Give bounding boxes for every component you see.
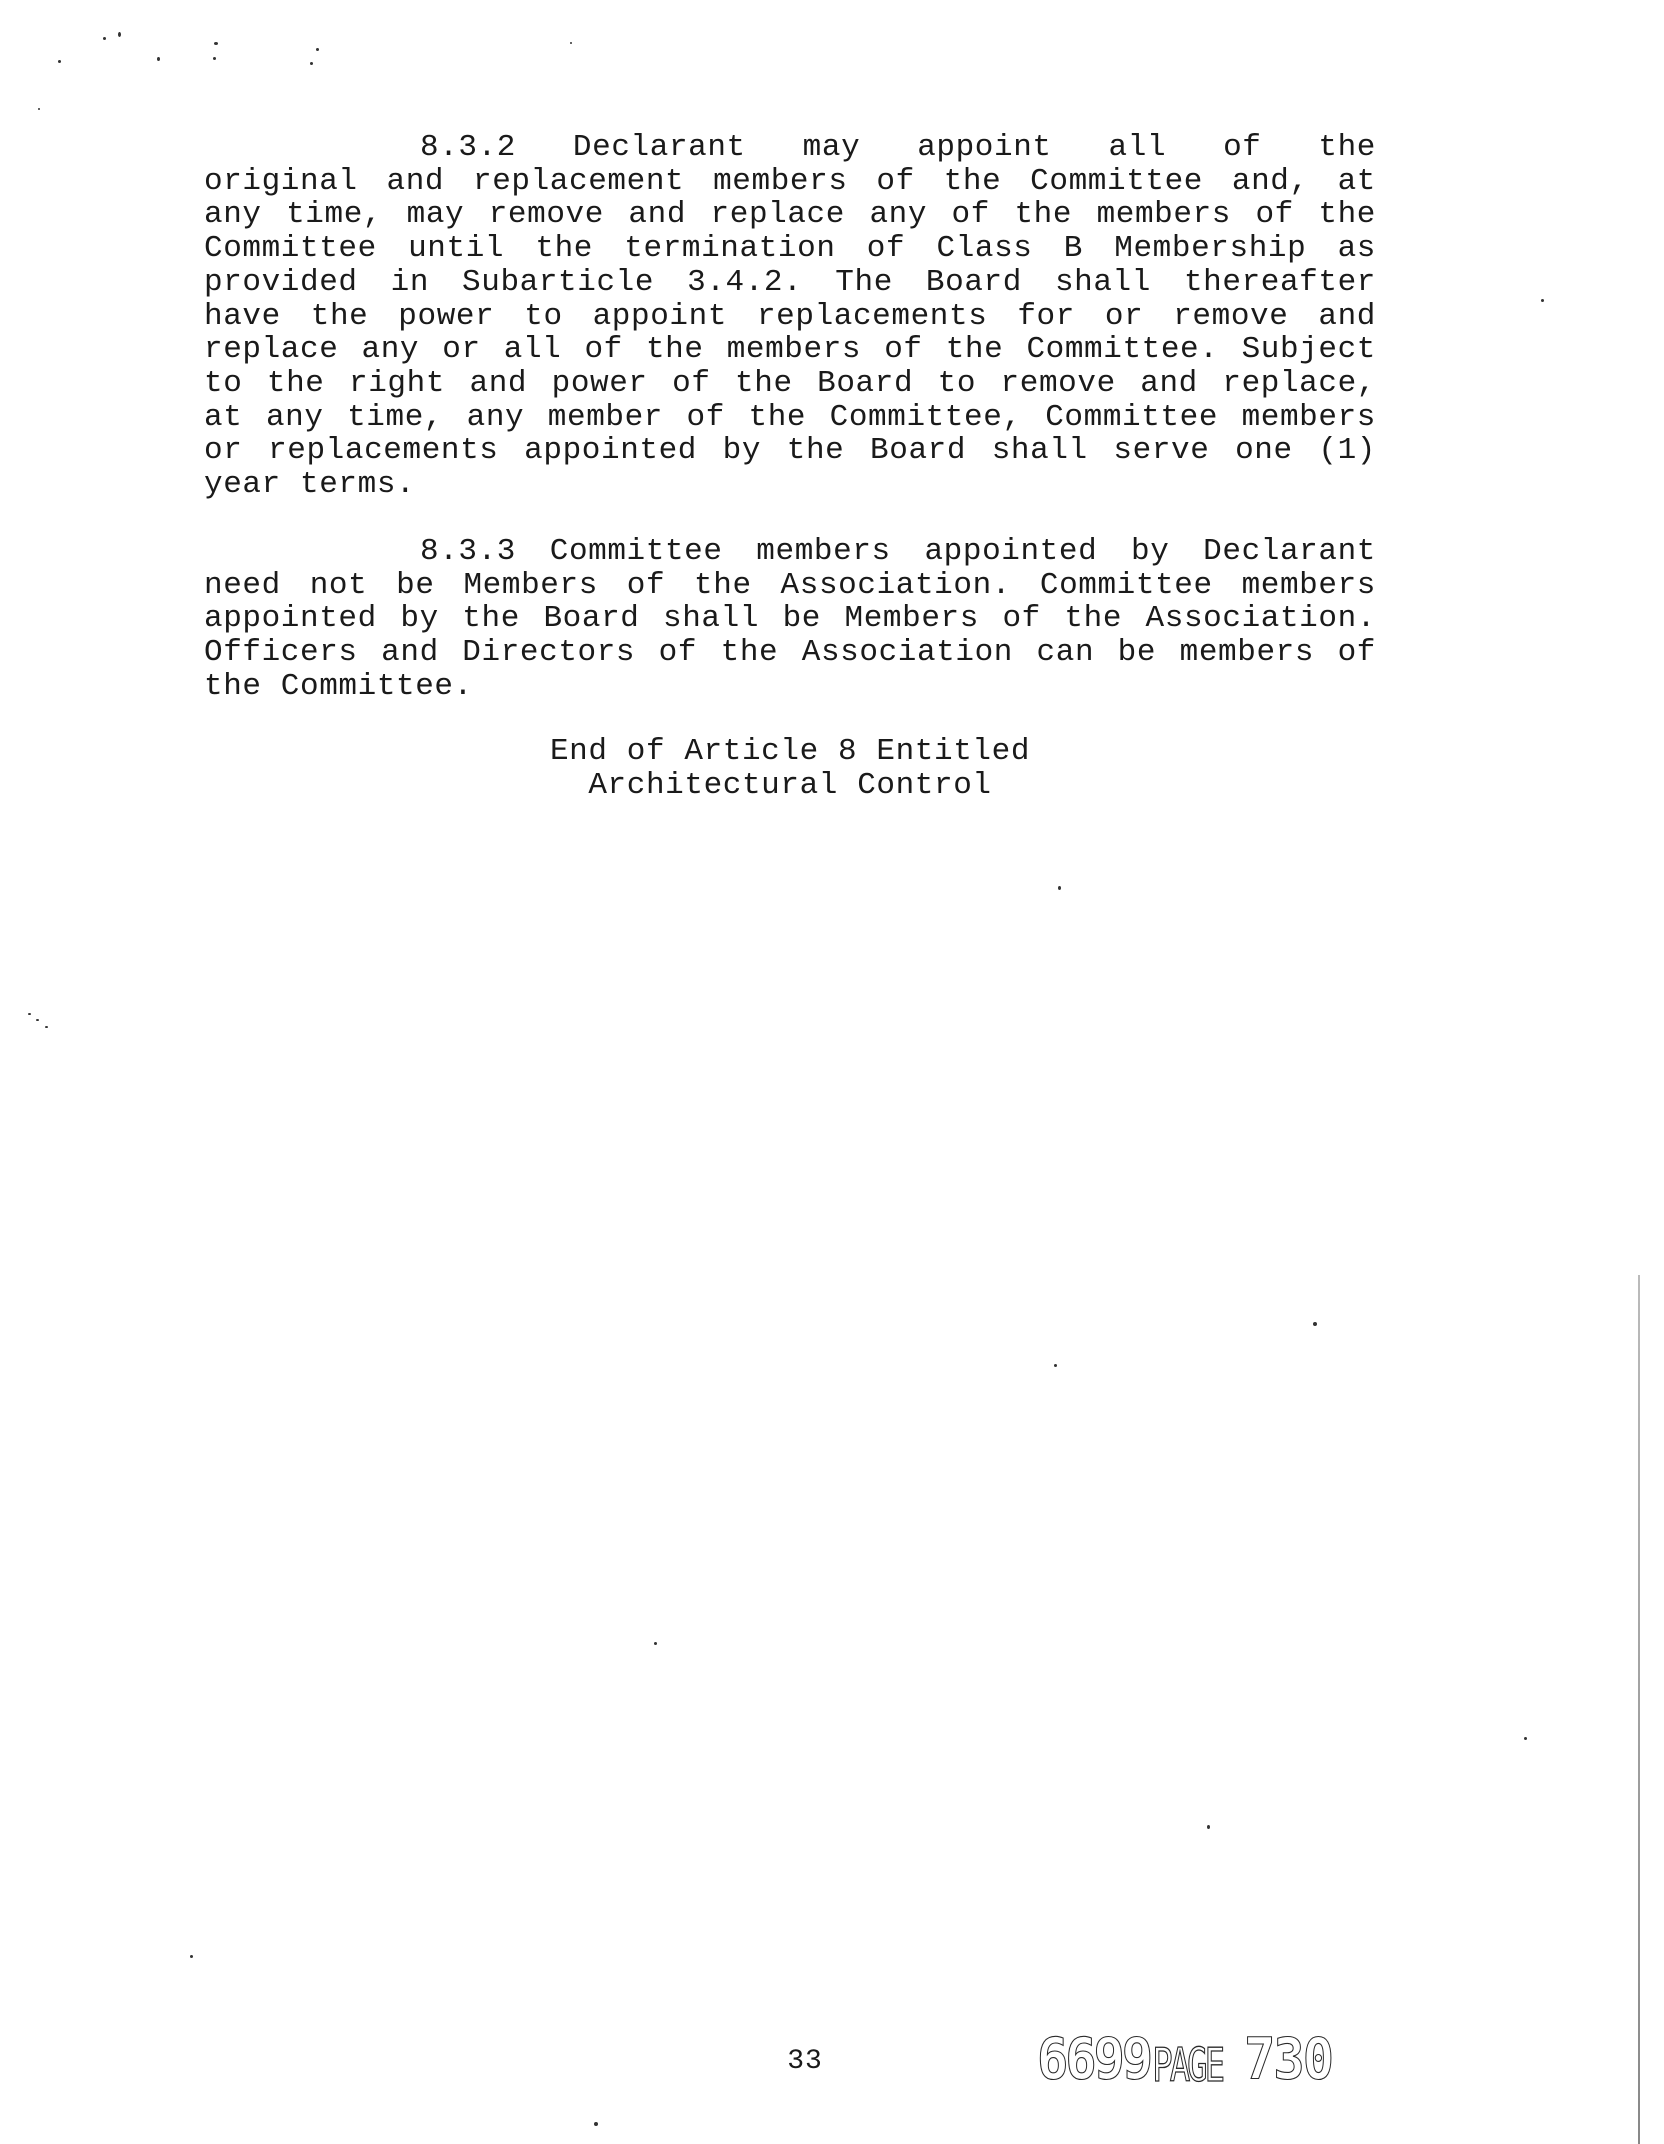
scan-speck	[1058, 886, 1061, 890]
scan-speck	[654, 1642, 657, 1645]
text-line: appointed by the Board shall be Members of the Association.	[204, 601, 1376, 637]
scan-speck	[58, 60, 61, 63]
scan-speck	[38, 108, 40, 110]
recording-stamp	[1037, 2027, 1347, 2093]
text-line: original and replacement members of the Committee and, at	[204, 163, 1376, 199]
text-line: replace any or all of the members of the Committee. Subject	[204, 332, 1376, 368]
text-line: any time, may remove and replace any of the members of the	[204, 197, 1376, 233]
text-line: 8.3.2 Declarant may appoint all of the	[420, 130, 1376, 165]
section-8-3-2-paragraph	[204, 131, 1376, 502]
scan-speck	[45, 1026, 48, 1028]
article-closing	[204, 735, 1376, 802]
scan-speck	[1207, 1825, 1210, 1829]
scan-speck	[1054, 1364, 1057, 1367]
scan-speck	[190, 1955, 193, 1958]
scan-speck	[213, 57, 216, 60]
text-line: Committee until the termination of Class B Membership as	[204, 231, 1376, 267]
text-line: provided in Subarticle 3.4.2. The Board shall thereafter	[204, 264, 1376, 300]
text-line: to the right and power of the Board to remove and replace,	[204, 365, 1376, 401]
scan-edge-line	[1638, 1275, 1640, 2144]
text-line: 8.3.3 Committee members appointed by Declarant	[420, 534, 1376, 569]
scan-speck	[316, 48, 319, 51]
scan-speck	[118, 32, 121, 37]
scan-speck	[570, 42, 572, 44]
text-line: Officers and Directors of the Association can be members of	[204, 635, 1376, 671]
text-line: have the power to appoint replacements for or remove and	[204, 298, 1376, 334]
scan-speck	[1541, 299, 1544, 302]
scan-speck	[1313, 1322, 1317, 1326]
text-line: at any time, any member of the Committee, Committee members	[204, 399, 1376, 435]
section-8-3-3-paragraph	[204, 535, 1376, 704]
scan-speck	[28, 1013, 31, 1015]
closing-line-2: Architectural Control	[588, 767, 992, 803]
text-line: year terms.	[204, 467, 416, 503]
scan-speck	[214, 42, 218, 45]
closing-line-1: End of Article 8 Entitled	[549, 734, 1031, 769]
scan-speck	[36, 1019, 39, 1021]
scan-speck	[1524, 1737, 1527, 1740]
text-line: the Committee.	[204, 668, 473, 704]
text-line: need not be Members of the Association. Committee members	[204, 567, 1376, 603]
scan-speck	[103, 37, 106, 40]
scan-speck	[157, 57, 160, 61]
scan-speck	[310, 62, 313, 65]
stamp-page-word: PAGE	[1152, 2039, 1223, 2093]
page-number: 33	[787, 2046, 823, 2077]
text-line: or replacements appointed by the Board shall serve one (1)	[204, 433, 1376, 469]
stamp-page-number: 730	[1244, 2027, 1333, 2093]
scan-speck	[594, 2122, 598, 2126]
stamp-book-number: 6699	[1037, 2027, 1151, 2093]
